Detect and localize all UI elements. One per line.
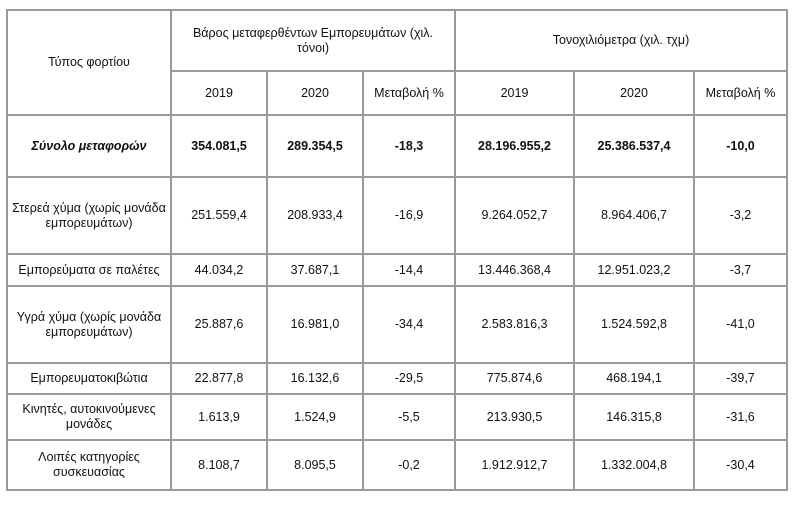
cell-weight-2019: 354.081,5 [171, 115, 267, 177]
cell-weight-2020: 289.354,5 [267, 115, 363, 177]
cell-weight-2020: 208.933,4 [267, 177, 363, 254]
row-label: Εμπορεύματα σε παλέτες [7, 254, 171, 286]
row-label: Λοιπές κατηγορίες συσκευασίας [7, 440, 171, 490]
cell-tonkm-2019: 28.196.955,2 [455, 115, 574, 177]
cell-tonkm-2020: 1.524.592,8 [574, 286, 694, 363]
row-label: Στερεά χύμα (χωρίς μονάδα εμπορευμάτων) [7, 177, 171, 254]
cell-weight-2019: 8.108,7 [171, 440, 267, 490]
header-weight-change: Μεταβολή % [363, 71, 455, 115]
cell-tonkm-change: -10,0 [694, 115, 787, 177]
cell-weight-2020: 16.981,0 [267, 286, 363, 363]
cell-tonkm-change: -30,4 [694, 440, 787, 490]
cell-weight-2019: 22.877,8 [171, 363, 267, 394]
cell-weight-2019: 25.887,6 [171, 286, 267, 363]
cell-weight-change: -29,5 [363, 363, 455, 394]
row-label: Σύνολο μεταφορών [7, 115, 171, 177]
cell-tonkm-2019: 775.874,6 [455, 363, 574, 394]
cell-weight-2019: 251.559,4 [171, 177, 267, 254]
header-tonkm-group: Τονοχιλιόμετρα (χιλ. τχμ) [455, 10, 787, 71]
cell-tonkm-2020: 468.194,1 [574, 363, 694, 394]
cell-tonkm-2019: 213.930,5 [455, 394, 574, 440]
header-tonkm-change: Μεταβολή % [694, 71, 787, 115]
cell-tonkm-2020: 8.964.406,7 [574, 177, 694, 254]
cell-tonkm-2020: 12.951.023,2 [574, 254, 694, 286]
freight-table [6, 9, 788, 491]
cell-weight-2019: 1.613,9 [171, 394, 267, 440]
cell-tonkm-2019: 1.912.912,7 [455, 440, 574, 490]
cell-weight-change: -18,3 [363, 115, 455, 177]
cell-weight-2020: 37.687,1 [267, 254, 363, 286]
cell-tonkm-2019: 9.264.052,7 [455, 177, 574, 254]
table-row [7, 286, 787, 363]
cell-weight-change: -14,4 [363, 254, 455, 286]
cell-weight-2020: 1.524,9 [267, 394, 363, 440]
cell-tonkm-2020: 25.386.537,4 [574, 115, 694, 177]
table-row [7, 440, 787, 490]
cell-weight-2020: 8.095,5 [267, 440, 363, 490]
table-row [7, 177, 787, 254]
cell-tonkm-change: -39,7 [694, 363, 787, 394]
cell-tonkm-change: -31,6 [694, 394, 787, 440]
cell-weight-change: -0,2 [363, 440, 455, 490]
table-row [7, 254, 787, 286]
row-label: Κινητές, αυτοκινούμενες μονάδες [7, 394, 171, 440]
cell-tonkm-2020: 146.315,8 [574, 394, 694, 440]
cell-tonkm-2019: 13.446.368,4 [455, 254, 574, 286]
cell-tonkm-change: -3,2 [694, 177, 787, 254]
table-row [7, 394, 787, 440]
cell-tonkm-2020: 1.332.004,8 [574, 440, 694, 490]
cell-tonkm-change: -3,7 [694, 254, 787, 286]
header-tonkm-2020: 2020 [574, 71, 694, 115]
cell-weight-2020: 16.132,6 [267, 363, 363, 394]
row-label: Εμπορευματοκιβώτια [7, 363, 171, 394]
header-cargo-type: Τύπος φορτίου [7, 10, 171, 115]
header-weight-2020: 2020 [267, 71, 363, 115]
row-label: Υγρά χύμα (χωρίς μονάδα εμπορευμάτων) [7, 286, 171, 363]
table-row [7, 363, 787, 394]
cell-tonkm-change: -41,0 [694, 286, 787, 363]
header-weight-2019: 2019 [171, 71, 267, 115]
cell-weight-change: -5,5 [363, 394, 455, 440]
table-row-total [7, 115, 787, 177]
cell-tonkm-2019: 2.583.816,3 [455, 286, 574, 363]
header-weight-group: Βάρος μεταφερθέντων Εμπορευμάτων (χιλ. τόνοι) [171, 10, 455, 71]
cell-weight-change: -16,9 [363, 177, 455, 254]
header-tonkm-2019: 2019 [455, 71, 574, 115]
cell-weight-change: -34,4 [363, 286, 455, 363]
header-row-top [7, 10, 787, 71]
table-container [6, 9, 788, 491]
cell-weight-2019: 44.034,2 [171, 254, 267, 286]
